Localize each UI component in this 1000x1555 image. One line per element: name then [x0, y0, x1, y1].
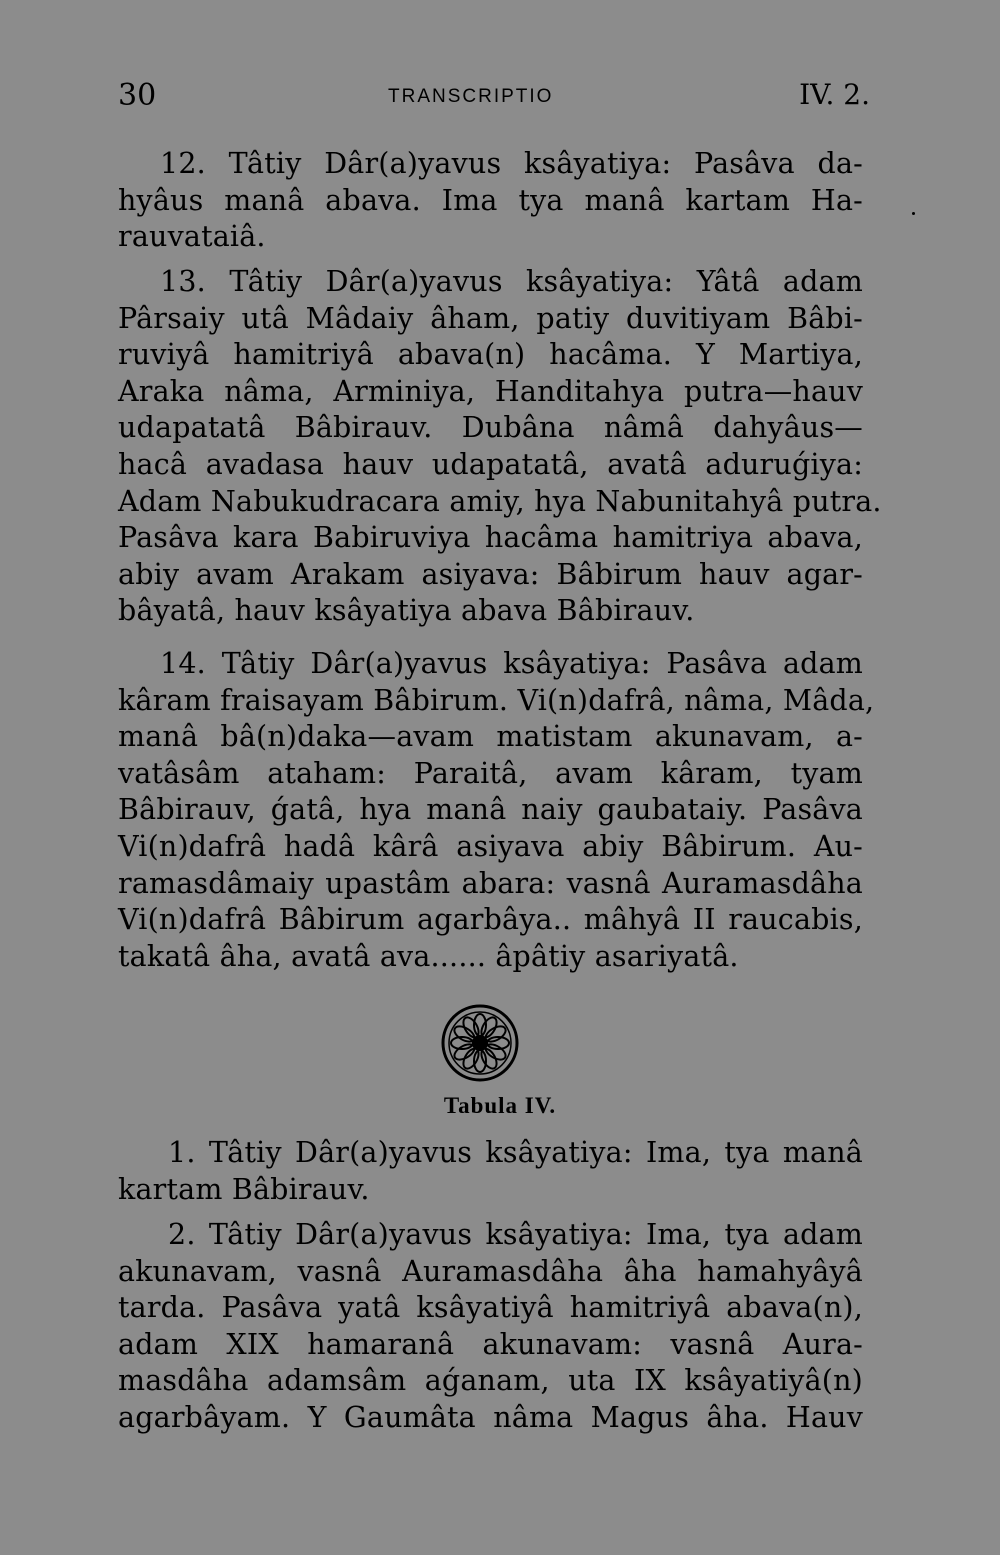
- text-line: ruviyâ hamitriyâ abava(n) hacâma. Y Martiya,: [118, 338, 863, 372]
- text-line: ramasdâmaiy upastâm abara: vasnâ Auramasdâha: [118, 866, 863, 900]
- text-line: vatâsâm ataham: Paraitâ, avam kâram, tyam: [118, 756, 863, 790]
- text-line: Vi(n)dafrâ hadâ kârâ asiyava abiy Bâbirum. Au-: [118, 829, 863, 863]
- text-line: hacâ avadasa hauv udapatatâ, avatâ aduruǵiya:: [118, 447, 863, 481]
- text-line: kâram fraisayam Bâbirum. Vi(n)dafrâ, nâma, Mâda,: [118, 683, 875, 717]
- text-line: 2. Tâtiy Dâr(a)yavus ksâyatiya: Ima, tya adam: [168, 1218, 863, 1251]
- text-line: kartam Bâbirauv.: [118, 1172, 370, 1206]
- text-line: udapatatâ Bâbirauv. Dubâna nâmâ dahyâus—: [118, 411, 863, 445]
- running-title: TRANSCRIPTIO: [388, 86, 554, 107]
- text-line: Pârsaiy utâ Mâdaiy âham, patiy duvitiyam Bâbi-: [118, 301, 863, 335]
- text-line: Adam Nabukudracara amiy, hya Nabunitahyâ putra.: [118, 484, 882, 518]
- tabula-paragraph-1: [118, 1135, 863, 1208]
- text-line: rauvataiâ.: [118, 220, 266, 254]
- text-line: 13. Tâtiy Dâr(a)yavus ksâyatiya: Yâtâ adam: [160, 265, 863, 298]
- running-head: [118, 78, 870, 118]
- page-number: 30: [118, 78, 157, 113]
- text-line: Araka nâma, Arminiya, Handitahya putra—hauv: [118, 374, 863, 408]
- text-line: agarbâyam. Y Gaumâta nâma Magus âha. Hauv: [118, 1400, 863, 1434]
- text-line: Pasâva kara Babiruviya hacâma hamitriya abava,: [118, 521, 863, 555]
- text-line: Bâbirauv, ǵatâ, hya manâ naiy gaubataiy. Pasâva: [118, 793, 863, 827]
- paragraph-12: [118, 146, 863, 256]
- text-line: takatâ âha, avatâ ava...... âpâtiy asariyatâ.: [118, 939, 739, 973]
- tabula-paragraph-2: [118, 1217, 863, 1437]
- rosette-ornament-icon: [440, 1003, 520, 1083]
- text-line: manâ bâ(n)daka—avam matistam akunavam, a-: [118, 720, 863, 754]
- text-line: Vi(n)dafrâ Bâbirum agarbâya.. mâhyâ II raucabis,: [118, 903, 863, 937]
- text-line: tarda. Pasâva yatâ ksâyatiyâ hamitriyâ abava(n),: [118, 1291, 863, 1325]
- section-reference: IV. 2.: [799, 78, 870, 111]
- text-line: akunavam, vasnâ Auramasdâha âha hamahyâyâ: [118, 1254, 863, 1288]
- paragraph-13: [118, 264, 882, 630]
- text-line: 12. Tâtiy Dâr(a)yavus ksâyatiya: Pasâva da-: [160, 147, 863, 180]
- stray-dot: [912, 212, 915, 215]
- text-line: 14. Tâtiy Dâr(a)yavus ksâyatiya: Pasâva adam: [160, 647, 863, 680]
- text-line: bâyatâ, hauv ksâyatiya abava Bâbirauv.: [118, 594, 695, 628]
- text-line: adam XIX hamaranâ akunavam: vasnâ Aura-: [118, 1327, 863, 1361]
- text-line: abiy avam Arakam asiyava: Bâbirum hauv agar-: [118, 557, 863, 591]
- text-line: masdâha adamsâm aǵanam, uta IX ksâyatiyâ(n): [118, 1364, 863, 1398]
- text-line: 1. Tâtiy Dâr(a)yavus ksâyatiya: Ima, tya manâ: [168, 1136, 863, 1169]
- text-line: hyâus manâ abava. Ima tya manâ kartam Ha-: [118, 183, 863, 217]
- tabula-heading: Tabula IV.: [443, 1093, 557, 1118]
- paragraph-14: [118, 646, 875, 975]
